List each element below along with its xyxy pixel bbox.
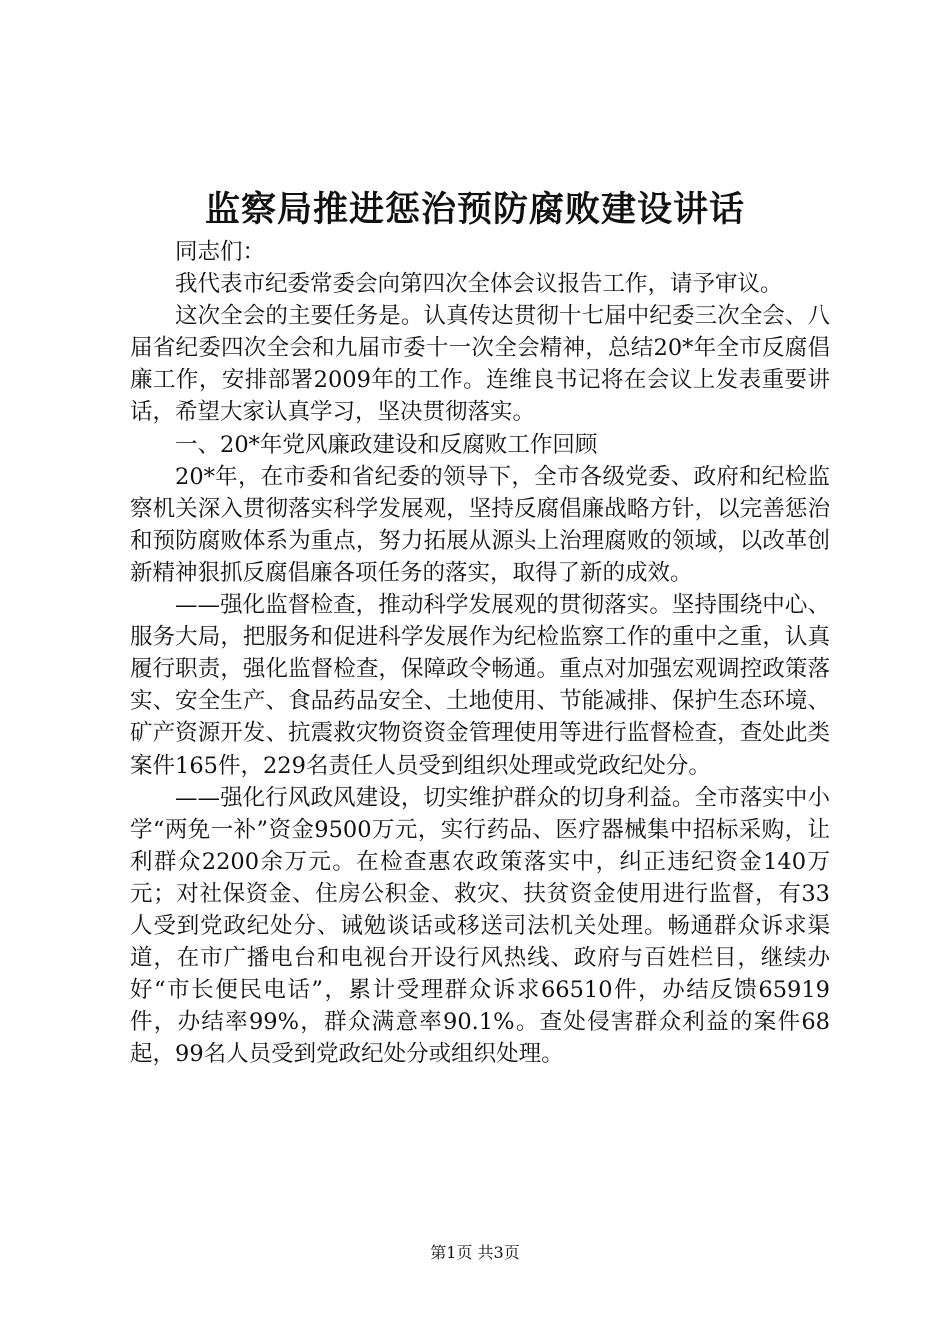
supervision-paragraph: ——强化监督检查，推动科学发展观的贯彻落实。坚持围绕中心、服务大局，把服务和促进科学发展作为纪检监察工作的重中之重，认真履行职责，强化监督检查，保障政令畅通。重点对加强宏观调控政策落实、安全生产、食品药品安全、土地使用、节能减排、保护生态环境、矿产资源开发、抗震救灾物资资金管理使用等进行监督检查，查处此类案件165件，229名责任人员受到组织处理或党政纪处分。	[130, 592, 830, 779]
meeting-task-paragraph: 这次全会的主要任务是。认真传达贯彻十七届中纪委三次全会、八届省纪委四次全会和九届市委十一次全会精神，总结20*年全市反腐倡廉工作，安排部署2009年的工作。连维良书记将在会议上发表重要讲话，希望大家认真学习，坚决贯彻落实。	[130, 303, 830, 426]
review-summary-paragraph: 20*年，在市委和省纪委的领导下，全市各级党委、政府和纪检监察机关深入贯彻落实科学发展观，坚持反腐倡廉战略方针，以完善惩治和预防腐败体系为重点，努力拓展从源头上治理腐败的领域，以改革创新精神狠抓反腐倡廉各项任务的落实，取得了新的成效。	[130, 463, 830, 586]
page-number-footer: 第1页 共3页	[430, 1243, 520, 1262]
section-heading: 一、20*年党风廉政建设和反腐败工作回顾	[175, 431, 598, 458]
document-body	[130, 236, 830, 1070]
report-intro-paragraph: 我代表市纪委常委会向第四次全体会议报告工作，请予审议。	[175, 271, 783, 298]
document-title: 监察局推进惩治预防腐败建设讲话	[204, 189, 745, 230]
conduct-paragraph: ——强化行风政风建设，切实维护群众的切身利益。全市落实中小学“两免一补”资金9500万元，实行药品、医疗器械集中招标采购，让利群众2200余万元。在检查惠农政策落实中，纠正违纪资金140万元；对社保资金、住房公积金、救灾、扶贫资金使用进行监督，有33人受到党政纪处分、诫勉谈话或移送司法机关处理。畅通群众诉求渠道，在市广播电台和电视台开设行风热线、政府与百姓栏目，继续办好“市长便民电话”，累计受理群众诉求66510件，办结反馈65919件，办结率99%，群众满意率90.1%。查处侵害群众利益的案件68起，99名人员受到党政纪处分或组织处理。	[130, 784, 830, 1068]
salutation-paragraph: 同志们：	[175, 239, 266, 265]
